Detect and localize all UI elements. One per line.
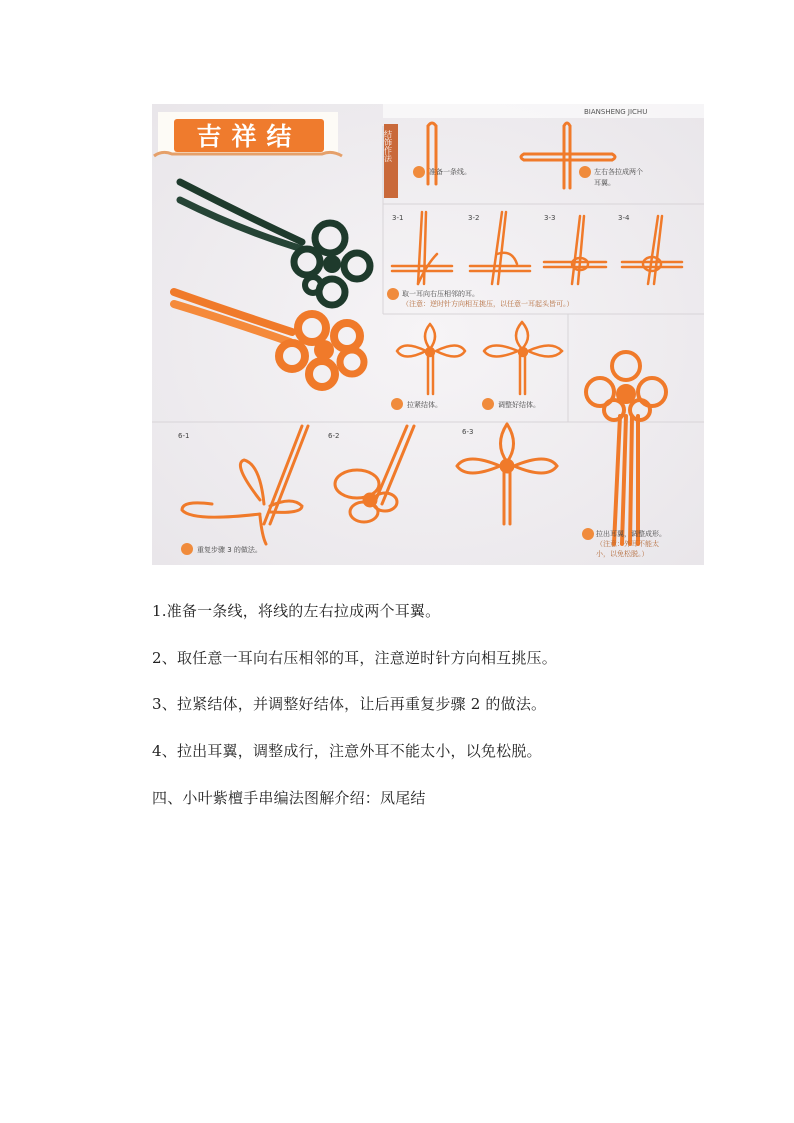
step-text-4: 4、拉出耳翼，调整成行，注意外耳不能太小，以免松脱。	[152, 742, 542, 760]
step-1-badge	[413, 166, 425, 178]
step-3-badge	[387, 288, 399, 300]
svg-text:3-4: 3-4	[618, 214, 630, 222]
svg-text:3-1: 3-1	[392, 214, 404, 222]
caption-step-5: 调整好结体。	[498, 401, 540, 409]
figure-canvas	[152, 104, 704, 565]
svg-text:3-3: 3-3	[544, 214, 556, 222]
svg-text:6-1: 6-1	[178, 432, 190, 440]
caption-step-1: 准备一条线。	[429, 168, 471, 176]
step-text-2: 2、取任意一耳向右压相邻的耳，注意逆时针方向相互挑压。	[152, 649, 557, 667]
caption-step-2a: 左右各拉成两个	[594, 168, 643, 176]
caption-step-2b: 耳翼。	[594, 179, 615, 187]
caption-step-7a: 拉出耳翼，调整成形。	[596, 530, 666, 538]
figure-title: 吉祥结	[196, 122, 302, 151]
caption-step-7c: 小，以免松脱。）	[596, 550, 649, 558]
step-7-badge	[582, 528, 594, 540]
caption-step-6: 重复步骤 3 的做法。	[197, 546, 262, 554]
side-tab	[383, 124, 399, 198]
step-4-badge	[391, 398, 403, 410]
step-text-1: 1.准备一条线，将线的左右拉成两个耳翼。	[152, 602, 441, 620]
svg-text:6-3: 6-3	[462, 428, 474, 436]
svg-text:结饰作法: 结饰作法	[383, 130, 393, 162]
svg-text:3-2: 3-2	[468, 214, 480, 222]
step-text-3: 3、拉紧结体，并调整好结体，让后再重复步骤 2 的做法。	[152, 695, 547, 713]
title-banner	[154, 112, 342, 156]
caption-step-4: 拉紧结体。	[407, 401, 442, 409]
section-heading: 四、小叶紫檀手串编法图解介绍：凤尾结	[152, 789, 426, 807]
header-code: BIANSHENG JICHU	[584, 108, 648, 116]
step-6-badge	[181, 543, 193, 555]
caption-step-7b: （注意：外耳不能太	[596, 540, 659, 548]
step-5-badge	[482, 398, 494, 410]
caption-step-3b: （注意：逆时针方向相互挑压，以任意一耳起头皆可。）	[402, 300, 574, 308]
step-2-badge	[579, 166, 591, 178]
knot-tutorial-figure	[152, 104, 704, 565]
caption-step-3a: 取一耳向右压相邻的耳。	[402, 290, 479, 298]
svg-text:6-2: 6-2	[328, 432, 340, 440]
